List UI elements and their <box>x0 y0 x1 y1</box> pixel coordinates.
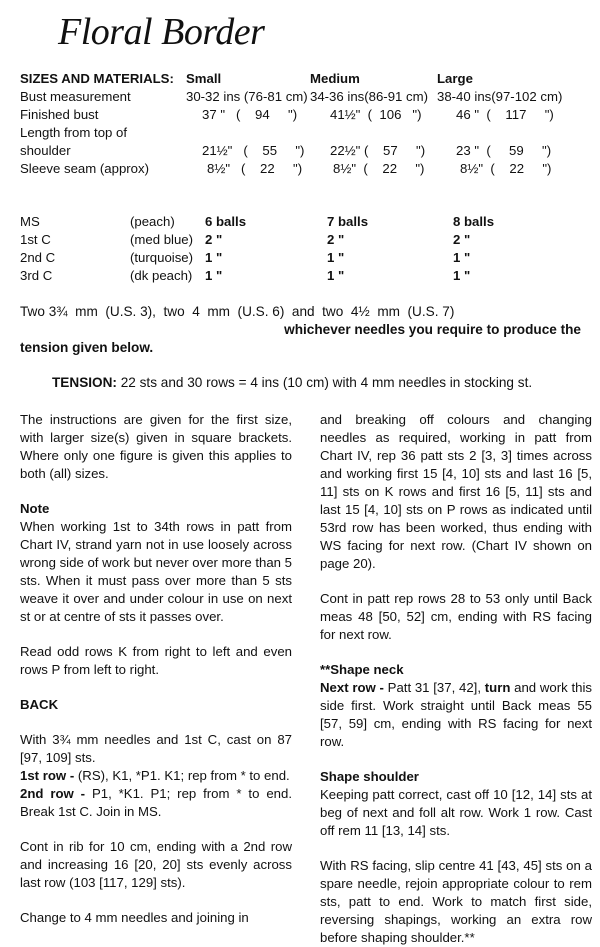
yarn-medium: 1 " <box>327 250 345 265</box>
length-label-2: shoulder <box>20 143 71 158</box>
yarn-small: 1 " <box>205 268 223 283</box>
yarn-medium: 2 " <box>327 232 345 247</box>
next-row-text-1: Patt 31 [37, 42], <box>383 680 485 695</box>
next-row-label: Next row - <box>320 680 384 695</box>
bust-small: 30-32 ins (76-81 cm) <box>186 89 308 104</box>
shoulder-paragraph: Keeping patt correct, cast off 10 [12, 14] sts at beg of next and foll alt row. Work 1 row. Cast off rem 11 [13, 14] sts. <box>320 787 592 838</box>
note-paragraph: When working 1st to 34th rows in patt from Chart IV, strand yarn not in use loosely across wrong side of work but never over more than 5 sts. When it must pass over more than 5 sts weave it over and under colour in use on next st or at centre of sts it passes over. <box>20 519 292 624</box>
sizes-heading: SIZES AND MATERIALS: <box>20 71 174 86</box>
shape-shoulder-heading: Shape shoulder <box>320 769 419 784</box>
yarn-large: 1 " <box>453 268 471 283</box>
sleeve-medium: 8½" ( 22 ") <box>333 161 425 176</box>
row-2 <box>20 785 292 821</box>
back-heading: BACK <box>20 697 59 712</box>
tension-text: 22 sts and 30 rows = 4 ins (10 cm) with 4 mm needles in stocking st. <box>116 375 533 390</box>
yarn-small: 1 " <box>205 250 223 265</box>
yarn-medium: 1 " <box>327 268 345 283</box>
yarn-color: (turquoise) <box>130 250 194 265</box>
bust-label: Bust measurement <box>20 89 131 104</box>
read-rows-paragraph: Read odd rows K from right to left and even rows P from left to right. <box>20 644 292 677</box>
bust-medium: 34-36 ins(86-91 cm) <box>310 89 429 104</box>
shape-neck-heading: **Shape neck <box>320 662 404 677</box>
yarn-code: 2nd C <box>20 250 56 265</box>
yarn-small: 6 balls <box>205 214 247 229</box>
back-cast-on: With 3¾ mm needles and 1st C, cast on 87 [97, 109] sts. <box>20 732 292 765</box>
yarn-color: (med blue) <box>130 232 194 247</box>
col-header-small: Small <box>186 71 222 86</box>
row-2-text: P1, *K1. P1; rep from * to end. Break 1st C. Join in MS. <box>20 786 292 819</box>
rs-facing-paragraph: With RS facing, slip centre 41 [43, 45] sts on a spare needle, rejoin appropriate colour to rem sts, patt to end. Work to match first side, reversing shapings, working an extra row before shaping shoulder.** <box>320 858 592 945</box>
yarn-color: (dk peach) <box>130 268 193 283</box>
length-label-1: Length from top of <box>20 125 128 140</box>
turn-word: turn <box>484 680 511 695</box>
yarn-code: 3rd C <box>20 268 53 283</box>
cont-patt-paragraph: Cont in patt rep rows 28 to 53 only until Back meas 48 [50, 52] cm, ending with RS facing for next row. <box>320 591 592 642</box>
yarn-code: MS <box>20 214 40 229</box>
yarn-large: 2 " <box>453 232 471 247</box>
finished-label: Finished bust <box>20 107 99 122</box>
note-heading: Note <box>20 501 50 516</box>
needles-bold-2: tension given below. <box>20 340 154 355</box>
sleeve-large: 8½" ( 22 ") <box>460 161 552 176</box>
col-header-medium: Medium <box>310 71 360 86</box>
finished-medium: 41½" ( 106 ") <box>330 107 422 122</box>
left-column <box>20 411 292 927</box>
yarn-color: (peach) <box>130 214 175 229</box>
needles-bold: whichever needles you require to produce the <box>284 322 581 337</box>
row-2-label: 2nd row - <box>20 786 86 801</box>
intro-paragraph: The instructions are given for the first size, with larger size(s) given in square brackets. Where only one figure is given this applies to both (all) sizes. <box>20 412 292 481</box>
yarn-code: 1st C <box>20 232 51 247</box>
yarn-small: 2 " <box>205 232 223 247</box>
yarn-large: 8 balls <box>453 214 495 229</box>
right-column <box>320 411 592 947</box>
yarn-medium: 7 balls <box>327 214 369 229</box>
page-title: Floral Border <box>58 11 265 53</box>
row-1-text: (RS), K1, *P1. K1; rep from * to end. <box>74 768 290 783</box>
row-1 <box>20 767 292 785</box>
length-large: 23 " ( 59 ") <box>456 143 552 158</box>
length-medium: 22½" ( 57 ") <box>330 143 426 158</box>
sleeve-small: 8½" ( 22 ") <box>207 161 303 176</box>
tension <box>52 374 532 392</box>
needles-line: Two 3¾ mm (U.S. 3), two 4 mm (U.S. 6) and two 4½ mm (U.S. 7) <box>20 304 455 319</box>
next-row-paragraph <box>320 679 592 751</box>
sleeve-label: Sleeve seam (approx) <box>20 161 150 176</box>
row-1-label: 1st row - <box>20 768 75 783</box>
change-needles-paragraph: Change to 4 mm needles and joining in <box>20 910 249 925</box>
cont-rib-paragraph: Cont in rib for 10 cm, ending with a 2nd row and increasing 16 [20, 20] sts evenly across last row (103 [117, 129] sts). <box>20 839 292 890</box>
finished-small: 37 " ( 94 ") <box>202 107 298 122</box>
bust-large: 38-40 ins(97-102 cm) <box>437 89 563 104</box>
col-header-large: Large <box>437 71 473 86</box>
length-small: 21½" ( 55 ") <box>202 143 305 158</box>
tension-label: TENSION: <box>52 375 117 390</box>
finished-large: 46 " ( 117 ") <box>456 107 554 122</box>
breaking-paragraph: and breaking off colours and changing needles as required, working in patt from Chart IV, rep 36 patt sts 2 [3, 3] times across and working first 15 [4, 10] sts and last 16 [5, 11] sts on K rows and first 16 [5, 11] sts and last 15 [4, 10] sts on P rows as indicated until 53rd row has been worked, thus ending with WS facing for next row. (Chart IV shown on page 20). <box>320 412 592 571</box>
yarn-large: 1 " <box>453 250 471 265</box>
next-row-text-2: and work this side first. Work straight until Back meas 55 [57, 59] cm, ending with RS facing for next row. <box>320 680 592 749</box>
